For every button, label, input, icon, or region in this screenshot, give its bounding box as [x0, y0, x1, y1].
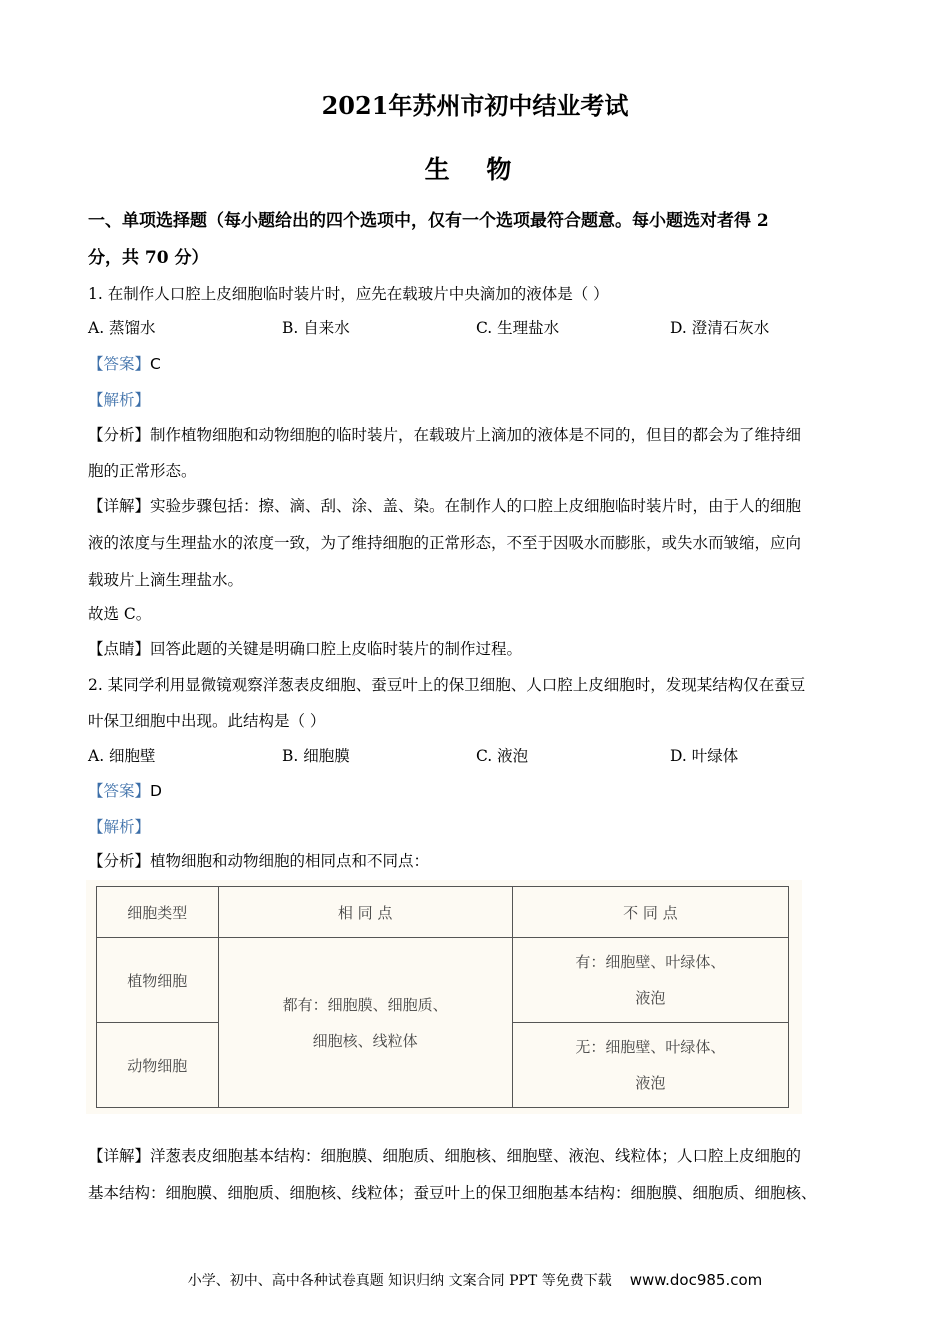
row-label-animal: 动物细胞: [97, 1023, 219, 1108]
q2-fenxi-text: 植物细胞和动物细胞的相同点和不同点：: [150, 852, 430, 870]
footer-text: 小学、初中、高中各种试卷真题 知识归纳 文案合同 PPT 等免费下载: [187, 1273, 612, 1289]
q2-answer-line: [88, 779, 162, 801]
animal-diff-cell: [512, 1023, 788, 1108]
plant-diff-line: 有：细胞壁、叶绿体、: [575, 953, 726, 971]
subject-title: 生 物: [424, 155, 526, 184]
table-header: 不 同 点: [512, 887, 788, 938]
xiangjie-tag: 【详解】: [88, 1147, 151, 1165]
q1-fenxi-text: 制作植物细胞和动物细胞的临时装片，在载玻片上滴加的液体是不同的，但目的都会为了维持细: [150, 426, 802, 444]
xiangjie-tag: 【详解】: [88, 497, 151, 515]
plant-diff-cell: [512, 938, 788, 1023]
same-points-cell: [218, 938, 512, 1108]
q1-choice: 故选 C。: [88, 605, 152, 623]
same-points-line: 细胞核、线粒体: [312, 1031, 418, 1050]
answer-tag: 【答案】: [88, 355, 151, 373]
answer-tag: 【答案】: [88, 782, 151, 800]
q2-answer: D: [150, 782, 162, 800]
animal-diff-line: 液泡: [635, 1074, 666, 1092]
q2-fenxi: [88, 849, 429, 871]
exam-title: 2021年苏州市初中结业考试: [321, 91, 629, 120]
q1-xiangjie-cont-1: 液的浓度与生理盐水的浓度一致，为了维持细胞的正常形态，不至于因吸水而膨胀，或失水而皱缩，应向: [88, 534, 802, 552]
q1-xiangjie-text: 实验步骤包括：擦、滴、刮、涂、盖、染。在制作人的口腔上皮细胞临时装片时，由于人的细胞: [150, 497, 802, 515]
cell-comparison-table: [96, 886, 789, 1108]
q1-xiangjie-cont-2: 载玻片上滴生理盐水。: [88, 571, 244, 589]
q2-stem-cont: 叶保卫细胞中出现。此结构是（ ）: [88, 712, 326, 730]
q2-option-d: D. 叶绿体: [670, 747, 739, 765]
table-header: 相 同 点: [218, 887, 512, 938]
q1-option-c: C. 生理盐水: [476, 319, 560, 337]
q1-answer: C: [150, 355, 161, 373]
fenxi-tag: 【分析】: [88, 426, 151, 444]
q2-option-c: C. 液泡: [476, 747, 529, 765]
q1-dianjing-text: 回答此题的关键是明确口腔上皮临时装片的制作过程。: [150, 640, 523, 658]
same-points-line: 都有：细胞膜、细胞质、: [282, 995, 448, 1014]
table-row: [97, 938, 789, 1023]
q1-stem: 1. 在制作人口腔上皮细胞临时装片时，应先在载玻片中央滴加的液体是（ ）: [88, 285, 609, 303]
section-heading: 一、单项选择题（每小题给出的四个选项中，仅有一个选项最符合题意。每小题选对者得 2: [88, 211, 769, 231]
q2-option-b: B. 细胞膜: [282, 747, 350, 765]
q1-option-a: A. 蒸馏水: [88, 319, 156, 337]
q1-option-d: D. 澄清石灰水: [670, 319, 770, 337]
section-heading-cont: 分，共 70 分）: [88, 248, 209, 268]
fenxi-tag: 【分析】: [88, 852, 151, 870]
plant-diff-line: 液泡: [635, 989, 666, 1007]
animal-diff-line: 无：细胞壁、叶绿体、: [575, 1038, 726, 1056]
q2-xiangjie: [88, 1144, 801, 1166]
analysis-tag: 【解析】: [88, 818, 151, 836]
table-header: 细胞类型: [97, 887, 219, 938]
q2-xiangjie-text: 洋葱表皮细胞基本结构：细胞膜、细胞质、细胞核、细胞壁、液泡、线粒体；人口腔上皮细胞的: [150, 1147, 802, 1165]
q1-dianjing: [88, 637, 522, 659]
cell-comparison-table-figure: [86, 880, 802, 1114]
q2-xiangjie-cont: 基本结构：细胞膜、细胞质、细胞核、线粒体；蚕豆叶上的保卫细胞基本结构：细胞膜、细胞质、细胞核、: [88, 1184, 817, 1202]
q1-option-b: B. 自来水: [282, 319, 350, 337]
q1-fenxi: [88, 423, 801, 445]
page-footer: [0, 1270, 950, 1290]
analysis-tag: 【解析】: [88, 391, 151, 409]
dianjing-tag: 【点睛】: [88, 640, 151, 658]
q2-option-a: A. 细胞壁: [88, 747, 156, 765]
q1-xiangjie: [88, 494, 801, 516]
q1-answer-line: [88, 352, 161, 374]
q1-fenxi-cont: 胞的正常形态。: [88, 462, 197, 480]
q2-stem: 2. 某同学利用显微镜观察洋葱表皮细胞、蚕豆叶上的保卫细胞、人口腔上皮细胞时，发现某结构仅在蚕豆: [88, 676, 806, 694]
table-header-row: [97, 887, 789, 938]
footer-url[interactable]: www.doc985.com: [629, 1271, 763, 1289]
row-label-plant: 植物细胞: [97, 938, 219, 1023]
